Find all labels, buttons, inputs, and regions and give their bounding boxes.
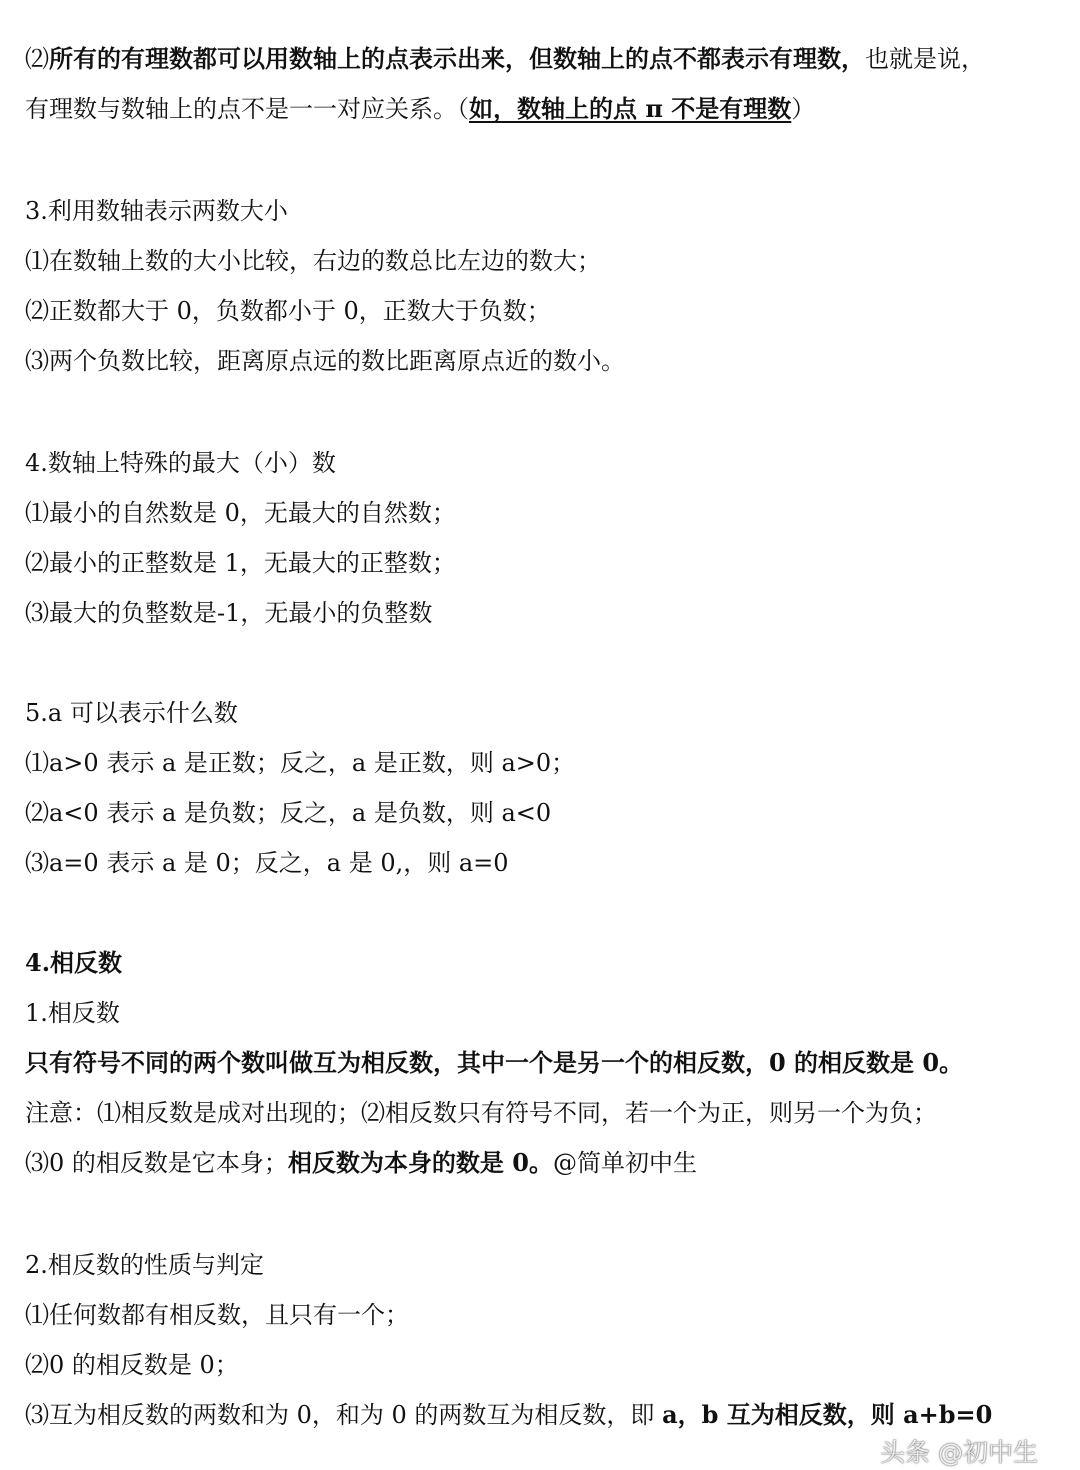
text-run: ⑶0 的相反数是它本身； bbox=[25, 1149, 288, 1177]
list-item bbox=[25, 1398, 1060, 1432]
paragraph-correspondence bbox=[25, 92, 1060, 126]
list-item: ⑵最小的正整数是 1，无最大的正整数； bbox=[25, 549, 456, 577]
list-item: ⑴在数轴上数的大小比较，右边的数总比左边的数大； bbox=[25, 247, 601, 275]
list-item: ⑶两个负数比较，距离原点远的数比距离原点近的数小。 bbox=[25, 347, 625, 375]
underlined-example: 如，数轴上的点 π 不是有理数 bbox=[469, 94, 792, 123]
section-title-special-numbers: 4.数轴上特殊的最大（小）数 bbox=[25, 449, 336, 477]
list-item: ⑵正数都大于 0，负数都小于 0，正数大于负数； bbox=[25, 297, 551, 325]
list-item: ⑴a>0 表示 a 是正数；反之，a 是正数，则 a>0； bbox=[25, 749, 576, 777]
bold-statement: 相反数为本身的数是 0。 bbox=[287, 1148, 553, 1177]
text-run: ⑶互为相反数的两数和为 0，和为 0 的两数互为相反数，即 bbox=[25, 1401, 663, 1429]
watermark: 头条 @初中生 bbox=[880, 1438, 1038, 1467]
list-item: ⑶a=0 表示 a 是 0；反之，a 是 0,，则 a=0 bbox=[25, 849, 509, 877]
list-item: ⑶最大的负整数是-1，无最小的负整数 bbox=[25, 599, 433, 627]
bold-statement: a，b 互为相反数，则 a+b=0 bbox=[662, 1400, 993, 1429]
author-tag: @简单初中生 bbox=[552, 1149, 697, 1177]
text-run: 也就是说， bbox=[865, 45, 985, 73]
subsection-title: 1.相反数 bbox=[25, 999, 120, 1027]
section-title-a-meaning: 5.a 可以表示什么数 bbox=[25, 699, 238, 727]
note-line-2 bbox=[25, 1146, 1060, 1180]
list-item: ⑴最小的自然数是 0，无最大的自然数； bbox=[25, 499, 456, 527]
list-item: ⑵0 的相反数是 0； bbox=[25, 1351, 239, 1379]
note-line: 注意：⑴相反数是成对出现的；⑵相反数只有符号不同，若一个为正，则另一个为负； bbox=[25, 1099, 937, 1127]
item-marker: ⑵ bbox=[25, 45, 49, 73]
text-run: ） bbox=[791, 95, 816, 123]
definition: 只有符号不同的两个数叫做互为相反数，其中一个是另一个的相反数，0 的相反数是 0。 bbox=[25, 1048, 964, 1077]
chapter-heading-opposite-numbers: 4.相反数 bbox=[25, 948, 123, 977]
text-run: 有理数与数轴上的点不是一一对应关系。（ bbox=[25, 95, 469, 123]
list-item: ⑵a<0 表示 a 是负数；反之，a 是负数，则 a<0 bbox=[25, 799, 552, 827]
paragraph-rational-points bbox=[25, 42, 1060, 76]
subsection-title: 2.相反数的性质与判定 bbox=[25, 1251, 264, 1279]
list-item: ⑴任何数都有相反数，且只有一个； bbox=[25, 1301, 409, 1329]
section-title-compare: 3.利用数轴表示两数大小 bbox=[25, 197, 288, 225]
bold-statement: 所有的有理数都可以用数轴上的点表示出来，但数轴上的点不都表示有理数， bbox=[49, 44, 865, 73]
